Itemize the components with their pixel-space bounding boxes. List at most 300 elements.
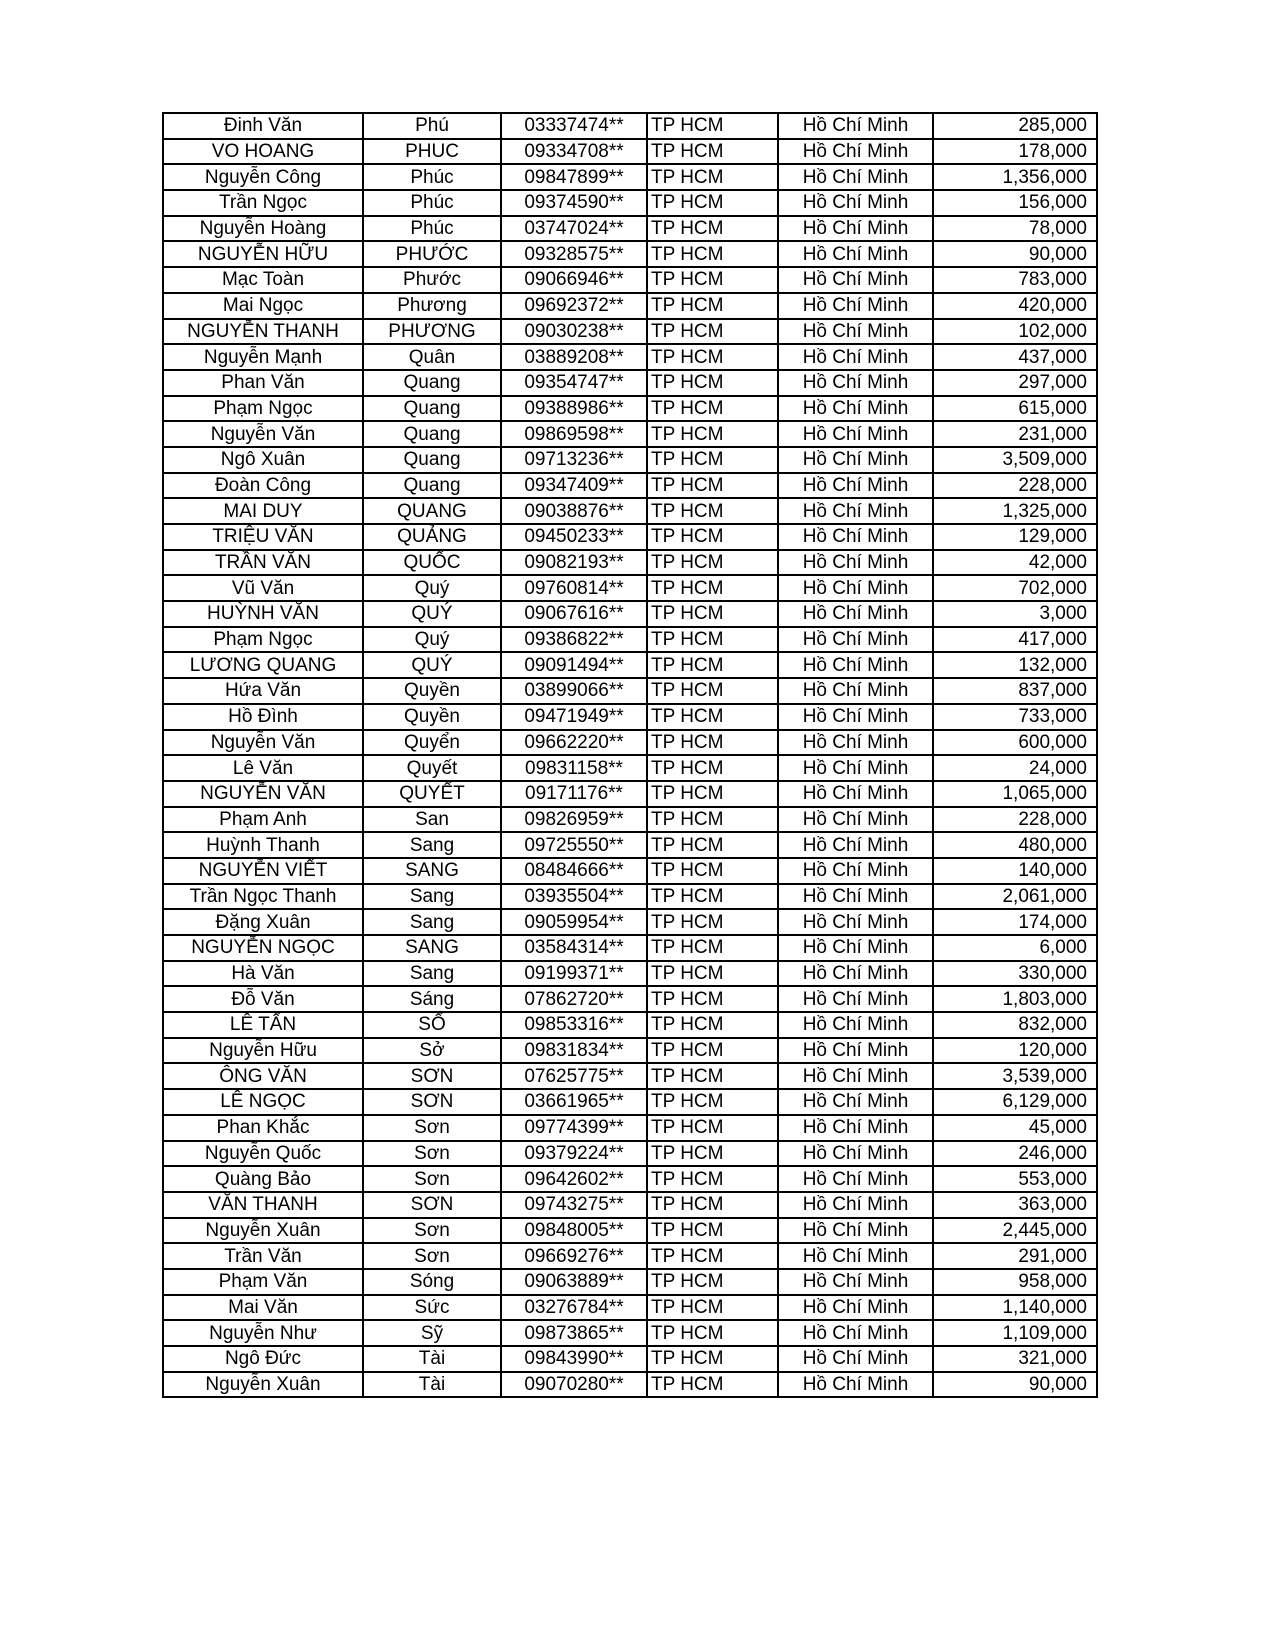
amount-cell: 3,509,000: [933, 447, 1097, 473]
table-row: [163, 344, 1097, 370]
phone-cell: 07862720**: [501, 986, 647, 1012]
amount-cell: 321,000: [933, 1346, 1097, 1372]
table-row: [163, 319, 1097, 345]
last-name-cell: NGUYỄN NGỌC: [163, 935, 363, 961]
phone-cell: 09070280**: [501, 1372, 647, 1398]
first-name-cell: Sang: [363, 909, 501, 935]
last-name-cell: TRIỆU VĂN: [163, 524, 363, 550]
first-name-cell: Sơn: [363, 1115, 501, 1141]
city-cell: TP HCM: [647, 909, 778, 935]
province-cell: Hồ Chí Minh: [778, 575, 933, 601]
last-name-cell: Trần Ngọc Thanh: [163, 884, 363, 910]
table-row: [163, 1218, 1097, 1244]
city-cell: TP HCM: [647, 1012, 778, 1038]
amount-cell: 6,000: [933, 935, 1097, 961]
province-cell: Hồ Chí Minh: [778, 1012, 933, 1038]
table-row: [163, 447, 1097, 473]
amount-cell: 6,129,000: [933, 1089, 1097, 1115]
amount-cell: 480,000: [933, 832, 1097, 858]
province-cell: Hồ Chí Minh: [778, 986, 933, 1012]
province-cell: Hồ Chí Minh: [778, 961, 933, 987]
province-cell: Hồ Chí Minh: [778, 267, 933, 293]
city-cell: TP HCM: [647, 935, 778, 961]
last-name-cell: Ngô Đức: [163, 1346, 363, 1372]
amount-cell: 1,109,000: [933, 1320, 1097, 1346]
first-name-cell: Phúc: [363, 164, 501, 190]
city-cell: TP HCM: [647, 190, 778, 216]
city-cell: TP HCM: [647, 755, 778, 781]
table-body: [163, 113, 1097, 1397]
first-name-cell: SƠN: [363, 1192, 501, 1218]
phone-cell: 09067616**: [501, 601, 647, 627]
province-cell: Hồ Chí Minh: [778, 909, 933, 935]
table-row: [163, 1141, 1097, 1167]
city-cell: TP HCM: [647, 1089, 778, 1115]
table-row: [163, 781, 1097, 807]
province-cell: Hồ Chí Minh: [778, 755, 933, 781]
first-name-cell: Sơn: [363, 1141, 501, 1167]
amount-cell: 174,000: [933, 909, 1097, 935]
province-cell: Hồ Chí Minh: [778, 832, 933, 858]
phone-cell: 09725550**: [501, 832, 647, 858]
amount-cell: 90,000: [933, 1372, 1097, 1398]
table-row: [163, 498, 1097, 524]
first-name-cell: Sang: [363, 884, 501, 910]
table-row: [163, 524, 1097, 550]
province-cell: Hồ Chí Minh: [778, 858, 933, 884]
table-row: [163, 909, 1097, 935]
phone-cell: 09831158**: [501, 755, 647, 781]
phone-cell: 09713236**: [501, 447, 647, 473]
table-row: [163, 1012, 1097, 1038]
province-cell: Hồ Chí Minh: [778, 807, 933, 833]
province-cell: Hồ Chí Minh: [778, 473, 933, 499]
amount-cell: 246,000: [933, 1141, 1097, 1167]
amount-cell: 297,000: [933, 370, 1097, 396]
phone-cell: 09826959**: [501, 807, 647, 833]
city-cell: TP HCM: [647, 986, 778, 1012]
table-row: [163, 370, 1097, 396]
amount-cell: 102,000: [933, 319, 1097, 345]
province-cell: Hồ Chí Minh: [778, 396, 933, 422]
city-cell: TP HCM: [647, 421, 778, 447]
last-name-cell: LÊ TẤN: [163, 1012, 363, 1038]
table-row: [163, 704, 1097, 730]
province-cell: Hồ Chí Minh: [778, 627, 933, 653]
city-cell: TP HCM: [647, 1372, 778, 1398]
first-name-cell: Quang: [363, 421, 501, 447]
last-name-cell: Nguyễn Xuân: [163, 1218, 363, 1244]
phone-cell: 03337474**: [501, 113, 647, 139]
last-name-cell: TRẦN VĂN: [163, 550, 363, 576]
amount-cell: 1,325,000: [933, 498, 1097, 524]
last-name-cell: MAI DUY: [163, 498, 363, 524]
amount-cell: 45,000: [933, 1115, 1097, 1141]
last-name-cell: Đoàn Công: [163, 473, 363, 499]
first-name-cell: PHƯỚC: [363, 241, 501, 267]
province-cell: Hồ Chí Minh: [778, 164, 933, 190]
table-row: [163, 267, 1097, 293]
last-name-cell: NGUYỄN VĂN: [163, 781, 363, 807]
last-name-cell: Quàng Bảo: [163, 1166, 363, 1192]
table-row: [163, 241, 1097, 267]
table-row: [163, 473, 1097, 499]
phone-cell: 09066946**: [501, 267, 647, 293]
province-cell: Hồ Chí Minh: [778, 884, 933, 910]
first-name-cell: Phước: [363, 267, 501, 293]
last-name-cell: Đặng Xuân: [163, 909, 363, 935]
amount-cell: 1,803,000: [933, 986, 1097, 1012]
phone-cell: 09743275**: [501, 1192, 647, 1218]
amount-cell: 363,000: [933, 1192, 1097, 1218]
phone-cell: 03889208**: [501, 344, 647, 370]
first-name-cell: Phúc: [363, 216, 501, 242]
province-cell: Hồ Chí Minh: [778, 1166, 933, 1192]
first-name-cell: SỐ: [363, 1012, 501, 1038]
amount-cell: 120,000: [933, 1038, 1097, 1064]
amount-cell: 90,000: [933, 241, 1097, 267]
amount-cell: 228,000: [933, 473, 1097, 499]
province-cell: Hồ Chí Minh: [778, 139, 933, 165]
first-name-cell: QUÝ: [363, 601, 501, 627]
first-name-cell: Sáng: [363, 986, 501, 1012]
city-cell: TP HCM: [647, 216, 778, 242]
table-row: [163, 293, 1097, 319]
city-cell: TP HCM: [647, 627, 778, 653]
table-row: [163, 1295, 1097, 1321]
last-name-cell: NGUYỄN THANH: [163, 319, 363, 345]
amount-cell: 1,140,000: [933, 1295, 1097, 1321]
city-cell: TP HCM: [647, 524, 778, 550]
last-name-cell: VĂN THANH: [163, 1192, 363, 1218]
data-table: [162, 112, 1098, 1398]
last-name-cell: Nguyễn Văn: [163, 730, 363, 756]
city-cell: TP HCM: [647, 113, 778, 139]
first-name-cell: Phúc: [363, 190, 501, 216]
amount-cell: 156,000: [933, 190, 1097, 216]
last-name-cell: Hứa Văn: [163, 678, 363, 704]
last-name-cell: Phạm Ngọc: [163, 396, 363, 422]
table-row: [163, 1269, 1097, 1295]
city-cell: TP HCM: [647, 1320, 778, 1346]
first-name-cell: Sang: [363, 961, 501, 987]
table-row: [163, 601, 1097, 627]
table-row: [163, 1346, 1097, 1372]
first-name-cell: Sơn: [363, 1218, 501, 1244]
last-name-cell: Phan Khắc: [163, 1115, 363, 1141]
first-name-cell: San: [363, 807, 501, 833]
first-name-cell: Sỹ: [363, 1320, 501, 1346]
province-cell: Hồ Chí Minh: [778, 652, 933, 678]
table-row: [163, 730, 1097, 756]
phone-cell: 09642602**: [501, 1166, 647, 1192]
province-cell: Hồ Chí Minh: [778, 216, 933, 242]
first-name-cell: Sơn: [363, 1243, 501, 1269]
province-cell: Hồ Chí Minh: [778, 550, 933, 576]
last-name-cell: Nguyễn Quốc: [163, 1141, 363, 1167]
amount-cell: 417,000: [933, 627, 1097, 653]
province-cell: Hồ Chí Minh: [778, 113, 933, 139]
amount-cell: 78,000: [933, 216, 1097, 242]
amount-cell: 2,445,000: [933, 1218, 1097, 1244]
table-row: [163, 884, 1097, 910]
last-name-cell: HUỲNH VĂN: [163, 601, 363, 627]
last-name-cell: Lê Văn: [163, 755, 363, 781]
first-name-cell: Quyền: [363, 678, 501, 704]
amount-cell: 291,000: [933, 1243, 1097, 1269]
last-name-cell: Nguyễn Văn: [163, 421, 363, 447]
phone-cell: 09388986**: [501, 396, 647, 422]
amount-cell: 1,065,000: [933, 781, 1097, 807]
phone-cell: 09831834**: [501, 1038, 647, 1064]
table-row: [163, 1243, 1097, 1269]
amount-cell: 702,000: [933, 575, 1097, 601]
last-name-cell: Phạm Ngọc: [163, 627, 363, 653]
table-row: [163, 1320, 1097, 1346]
last-name-cell: Nguyễn Xuân: [163, 1372, 363, 1398]
phone-cell: 03899066**: [501, 678, 647, 704]
province-cell: Hồ Chí Minh: [778, 781, 933, 807]
table-row: [163, 652, 1097, 678]
city-cell: TP HCM: [647, 961, 778, 987]
province-cell: Hồ Chí Minh: [778, 1269, 933, 1295]
city-cell: TP HCM: [647, 832, 778, 858]
phone-cell: 09669276**: [501, 1243, 647, 1269]
province-cell: Hồ Chí Minh: [778, 498, 933, 524]
city-cell: TP HCM: [647, 1115, 778, 1141]
phone-cell: 09843990**: [501, 1346, 647, 1372]
city-cell: TP HCM: [647, 1346, 778, 1372]
amount-cell: 285,000: [933, 113, 1097, 139]
last-name-cell: Nguyễn Như: [163, 1320, 363, 1346]
city-cell: TP HCM: [647, 1295, 778, 1321]
first-name-cell: PHUC: [363, 139, 501, 165]
table-row: [163, 858, 1097, 884]
city-cell: TP HCM: [647, 678, 778, 704]
province-cell: Hồ Chí Minh: [778, 935, 933, 961]
last-name-cell: Huỳnh Thanh: [163, 832, 363, 858]
phone-cell: 09374590**: [501, 190, 647, 216]
phone-cell: 09760814**: [501, 575, 647, 601]
table-row: [163, 164, 1097, 190]
province-cell: Hồ Chí Minh: [778, 678, 933, 704]
amount-cell: 129,000: [933, 524, 1097, 550]
province-cell: Hồ Chí Minh: [778, 1089, 933, 1115]
table-row: [163, 1115, 1097, 1141]
amount-cell: 3,539,000: [933, 1063, 1097, 1089]
phone-cell: 09354747**: [501, 370, 647, 396]
phone-cell: 09386822**: [501, 627, 647, 653]
phone-cell: 09091494**: [501, 652, 647, 678]
table-row: [163, 1089, 1097, 1115]
amount-cell: 437,000: [933, 344, 1097, 370]
table-row: [163, 832, 1097, 858]
amount-cell: 733,000: [933, 704, 1097, 730]
phone-cell: 09199371**: [501, 961, 647, 987]
table-row: [163, 396, 1097, 422]
first-name-cell: Sóng: [363, 1269, 501, 1295]
first-name-cell: Sang: [363, 832, 501, 858]
table-row: [163, 113, 1097, 139]
city-cell: TP HCM: [647, 241, 778, 267]
city-cell: TP HCM: [647, 344, 778, 370]
last-name-cell: Hà Văn: [163, 961, 363, 987]
city-cell: TP HCM: [647, 858, 778, 884]
amount-cell: 178,000: [933, 139, 1097, 165]
amount-cell: 3,000: [933, 601, 1097, 627]
table-row: [163, 139, 1097, 165]
amount-cell: 600,000: [933, 730, 1097, 756]
province-cell: Hồ Chí Minh: [778, 1218, 933, 1244]
city-cell: TP HCM: [647, 1192, 778, 1218]
first-name-cell: Quang: [363, 370, 501, 396]
first-name-cell: SƠN: [363, 1063, 501, 1089]
first-name-cell: QUẢNG: [363, 524, 501, 550]
phone-cell: 03584314**: [501, 935, 647, 961]
last-name-cell: Nguyễn Hữu: [163, 1038, 363, 1064]
city-cell: TP HCM: [647, 293, 778, 319]
first-name-cell: QUÝ: [363, 652, 501, 678]
province-cell: Hồ Chí Minh: [778, 1295, 933, 1321]
first-name-cell: Quang: [363, 447, 501, 473]
first-name-cell: Quyết: [363, 755, 501, 781]
first-name-cell: Quang: [363, 473, 501, 499]
province-cell: Hồ Chí Minh: [778, 370, 933, 396]
last-name-cell: Trần Văn: [163, 1243, 363, 1269]
table-row: [163, 755, 1097, 781]
amount-cell: 1,356,000: [933, 164, 1097, 190]
first-name-cell: QUANG: [363, 498, 501, 524]
phone-cell: 09038876**: [501, 498, 647, 524]
city-cell: TP HCM: [647, 498, 778, 524]
amount-cell: 553,000: [933, 1166, 1097, 1192]
table-row: [163, 1192, 1097, 1218]
last-name-cell: Phạm Anh: [163, 807, 363, 833]
phone-cell: 09853316**: [501, 1012, 647, 1038]
last-name-cell: Vũ Văn: [163, 575, 363, 601]
phone-cell: 09869598**: [501, 421, 647, 447]
amount-cell: 231,000: [933, 421, 1097, 447]
table-row: [163, 627, 1097, 653]
last-name-cell: Mạc Toàn: [163, 267, 363, 293]
phone-cell: 08484666**: [501, 858, 647, 884]
city-cell: TP HCM: [647, 1063, 778, 1089]
city-cell: TP HCM: [647, 1269, 778, 1295]
phone-cell: 03935504**: [501, 884, 647, 910]
table-row: [163, 961, 1097, 987]
amount-cell: 832,000: [933, 1012, 1097, 1038]
province-cell: Hồ Chí Minh: [778, 524, 933, 550]
province-cell: Hồ Chí Minh: [778, 730, 933, 756]
table-row: [163, 1063, 1097, 1089]
province-cell: Hồ Chí Minh: [778, 601, 933, 627]
table-row: [163, 986, 1097, 1012]
table-row: [163, 190, 1097, 216]
first-name-cell: SƠN: [363, 1089, 501, 1115]
city-cell: TP HCM: [647, 1218, 778, 1244]
table-row: [163, 421, 1097, 447]
last-name-cell: LÊ NGỌC: [163, 1089, 363, 1115]
city-cell: TP HCM: [647, 781, 778, 807]
city-cell: TP HCM: [647, 473, 778, 499]
phone-cell: 09450233**: [501, 524, 647, 550]
city-cell: TP HCM: [647, 1141, 778, 1167]
province-cell: Hồ Chí Minh: [778, 421, 933, 447]
last-name-cell: Mai Văn: [163, 1295, 363, 1321]
first-name-cell: Quyền: [363, 704, 501, 730]
city-cell: TP HCM: [647, 550, 778, 576]
last-name-cell: NGUYỄN VIẾT: [163, 858, 363, 884]
amount-cell: 24,000: [933, 755, 1097, 781]
province-cell: Hồ Chí Minh: [778, 704, 933, 730]
phone-cell: 09334708**: [501, 139, 647, 165]
province-cell: Hồ Chí Minh: [778, 190, 933, 216]
province-cell: Hồ Chí Minh: [778, 1141, 933, 1167]
first-name-cell: QUYẾT: [363, 781, 501, 807]
province-cell: Hồ Chí Minh: [778, 1243, 933, 1269]
last-name-cell: Hồ Đình: [163, 704, 363, 730]
amount-cell: 330,000: [933, 961, 1097, 987]
province-cell: Hồ Chí Minh: [778, 1063, 933, 1089]
table-row: [163, 678, 1097, 704]
phone-cell: 03276784**: [501, 1295, 647, 1321]
phone-cell: 09379224**: [501, 1141, 647, 1167]
first-name-cell: QUỐC: [363, 550, 501, 576]
phone-cell: 09347409**: [501, 473, 647, 499]
first-name-cell: Sức: [363, 1295, 501, 1321]
phone-cell: 09171176**: [501, 781, 647, 807]
phone-cell: 09774399**: [501, 1115, 647, 1141]
province-cell: Hồ Chí Minh: [778, 1038, 933, 1064]
first-name-cell: Quý: [363, 627, 501, 653]
phone-cell: 09328575**: [501, 241, 647, 267]
last-name-cell: Đỗ Văn: [163, 986, 363, 1012]
city-cell: TP HCM: [647, 704, 778, 730]
city-cell: TP HCM: [647, 730, 778, 756]
table-row: [163, 935, 1097, 961]
amount-cell: 783,000: [933, 267, 1097, 293]
table-row: [163, 575, 1097, 601]
first-name-cell: Quân: [363, 344, 501, 370]
table-row: [163, 1166, 1097, 1192]
phone-cell: 09030238**: [501, 319, 647, 345]
first-name-cell: Phương: [363, 293, 501, 319]
first-name-cell: Quyển: [363, 730, 501, 756]
phone-cell: 09692372**: [501, 293, 647, 319]
province-cell: Hồ Chí Minh: [778, 1372, 933, 1398]
province-cell: Hồ Chí Minh: [778, 241, 933, 267]
province-cell: Hồ Chí Minh: [778, 1192, 933, 1218]
table-row: [163, 550, 1097, 576]
last-name-cell: Nguyễn Công: [163, 164, 363, 190]
first-name-cell: Phú: [363, 113, 501, 139]
city-cell: TP HCM: [647, 1243, 778, 1269]
phone-cell: 09059954**: [501, 909, 647, 935]
amount-cell: 837,000: [933, 678, 1097, 704]
last-name-cell: Mai Ngọc: [163, 293, 363, 319]
amount-cell: 615,000: [933, 396, 1097, 422]
last-name-cell: Nguyễn Mạnh: [163, 344, 363, 370]
amount-cell: 132,000: [933, 652, 1097, 678]
city-cell: TP HCM: [647, 1038, 778, 1064]
table-row: [163, 216, 1097, 242]
amount-cell: 420,000: [933, 293, 1097, 319]
first-name-cell: Tài: [363, 1372, 501, 1398]
phone-cell: 07625775**: [501, 1063, 647, 1089]
first-name-cell: Sở: [363, 1038, 501, 1064]
city-cell: TP HCM: [647, 319, 778, 345]
amount-cell: 2,061,000: [933, 884, 1097, 910]
